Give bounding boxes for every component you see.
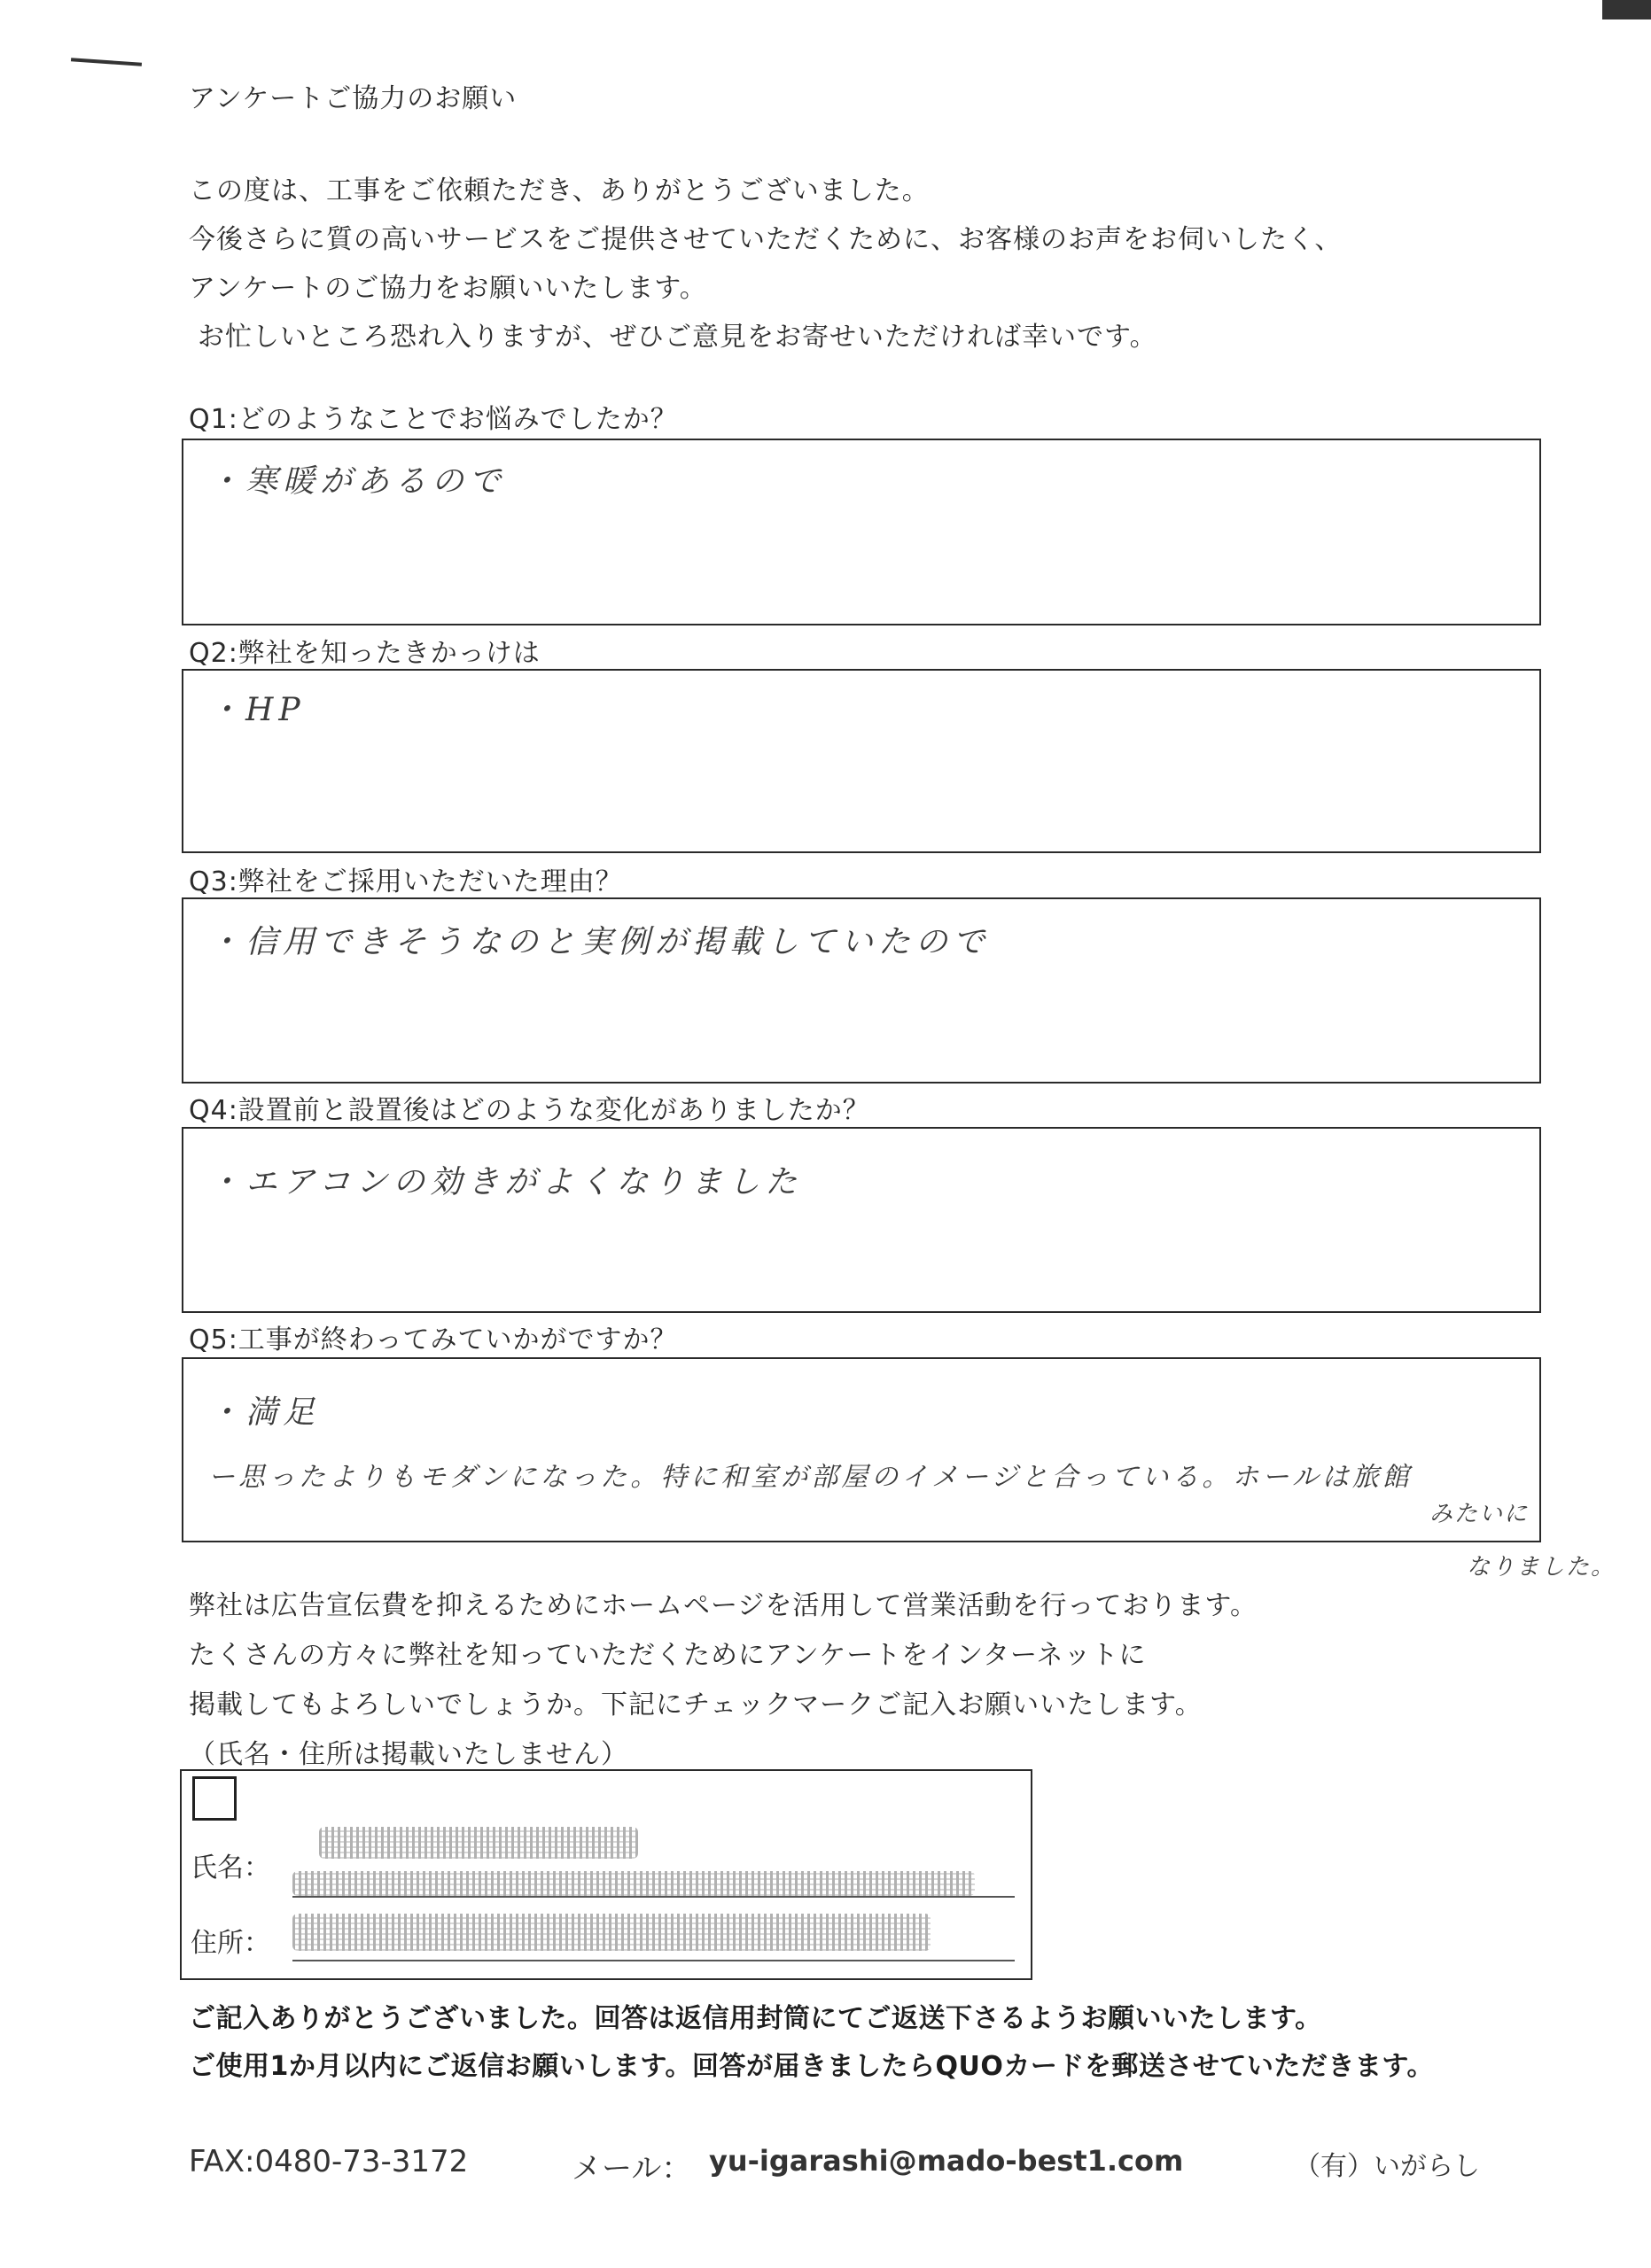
question-1-label: Q1:どのようなことでお悩みでしたか？ bbox=[189, 404, 678, 435]
intro-text bbox=[189, 167, 1342, 361]
answer-2-text: ・HP bbox=[208, 692, 306, 728]
fax-number: FAX:0480-73-3172 bbox=[189, 2144, 469, 2179]
name-redacted bbox=[319, 1827, 638, 1859]
answer-5-text-1: ・満足 bbox=[208, 1394, 321, 1431]
company-name: （有）いがらし bbox=[1294, 2151, 1480, 2182]
mail-label: メール： bbox=[572, 2151, 692, 2186]
address-label: 住所： bbox=[191, 1928, 270, 1959]
thanks-text bbox=[189, 1995, 1434, 2091]
consent-line: たくさんの方々に弊社を知っていただくためにアンケートをインターネットに bbox=[189, 1640, 1147, 1671]
intro-line: アンケートのご協力をお願いいたします。 bbox=[189, 273, 707, 304]
answer-1-text: ・寒暖があるので bbox=[208, 463, 507, 500]
answer-2-box[interactable] bbox=[182, 669, 1541, 853]
question-3-label: Q3:弊社をご採用いただいた理由？ bbox=[189, 866, 623, 897]
email-address[interactable]: yu-igarashi@mado-best1.com bbox=[709, 2144, 1184, 2178]
address-field-line[interactable] bbox=[292, 1960, 1015, 1961]
answer-3-box[interactable] bbox=[182, 897, 1541, 1084]
answer-4-box[interactable] bbox=[182, 1127, 1541, 1313]
answer-3-text: ・信用できそうなのと実例が掲載していたので bbox=[208, 924, 991, 960]
consent-line: 弊社は広告宣伝費を抑えるためにホームページを活用して営業活動を行っております。 bbox=[189, 1590, 1258, 1621]
intro-line: この度は、工事をご依頼ただき、ありがとうございました。 bbox=[189, 175, 930, 206]
answer-5-box[interactable] bbox=[182, 1357, 1541, 1542]
scan-mark-top-right bbox=[1602, 0, 1651, 19]
intro-line: お忙しいところ恐れ入りますが、ぜひご意見をお寄せいただければ幸いです。 bbox=[198, 322, 1157, 353]
question-2-label: Q2:弊社を知ったきかっけは bbox=[189, 638, 541, 669]
consent-line: 掲載してもよろしいでしょうか。下記にチェックマークご記入お願いいたします。 bbox=[189, 1689, 1203, 1720]
question-5-label: Q5:工事が終わってみていかがですか？ bbox=[189, 1324, 678, 1355]
answer-1-box[interactable] bbox=[182, 439, 1541, 625]
thanks-line: ご記入ありがとうございました。回答は返信用封筒にてご返送下さるようお願いいたします。 bbox=[189, 2003, 1322, 2034]
consent-text bbox=[189, 1581, 1258, 1780]
page-title: アンケートご協力のお願い bbox=[189, 83, 518, 114]
name-label: 氏名： bbox=[191, 1852, 270, 1884]
consent-checkbox[interactable] bbox=[192, 1776, 237, 1821]
consent-line: （氏名・住所は掲載いたしません） bbox=[189, 1739, 628, 1770]
thanks-line: ご使用1か月以内にご返信お願いします。回答が届きましたらQUOカードを郵送させていただきます。 bbox=[189, 2051, 1434, 2082]
name-redacted-extra bbox=[292, 1871, 975, 1896]
scan-mark-top-left bbox=[71, 58, 142, 66]
answer-5-text-4: なりました。 bbox=[1467, 1554, 1616, 1581]
name-field-line[interactable] bbox=[292, 1896, 1015, 1898]
address-redacted bbox=[292, 1914, 931, 1951]
answer-5-text-2: ー思ったよりもモダンになった。特に和室が部屋のイメージと合っている。ホールは旅館 bbox=[208, 1462, 1413, 1493]
question-4-label: Q4:設置前と設置後はどのような変化がありましたか？ bbox=[189, 1095, 870, 1126]
answer-5-text-3: みたいに bbox=[1429, 1501, 1530, 1527]
intro-line: 今後さらに質の高いサービスをご提供させていただくために、お客様のお声をお伺いしたく、 bbox=[189, 224, 1343, 255]
answer-4-text: ・エアコンの効きがよくなりました bbox=[208, 1164, 803, 1200]
